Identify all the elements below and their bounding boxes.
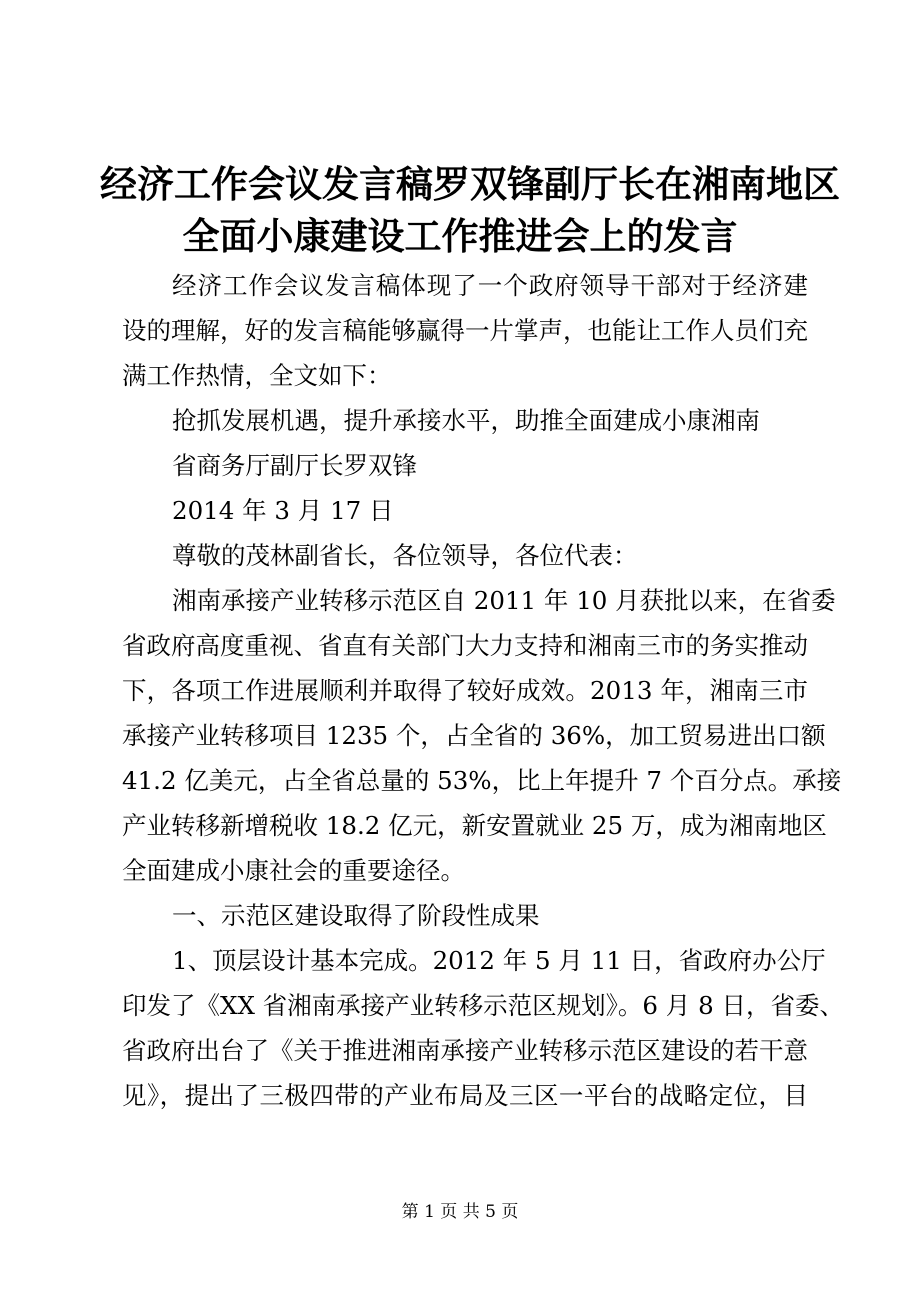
- paragraph-1-line-1: 湘南承接产业转移示范区自 2011 年 10 月获批以来，在省委: [172, 586, 836, 615]
- page-footer: 第 1 页 共 5 页: [401, 1202, 519, 1222]
- paragraph-2-line-2: 印发了《XX 省湘南承接产业转移示范区规划》。6 月 8 日，省委、: [122, 991, 844, 1020]
- paragraph-2-line-3: 省政府出台了《关于推进湘南承接产业转移示范区建设的若干意: [122, 1036, 808, 1065]
- paragraph-1-line-2: 省政府高度重视、省直有关部门大力支持和湘南三市的务实推动: [122, 631, 808, 660]
- speaker-line: 省商务厅副厅长罗双锋: [172, 451, 417, 480]
- paragraph-1-line-4: 承接产业转移项目 1235 个，占全省的 36%，加工贸易进出口额: [122, 721, 826, 750]
- speech-subtitle: 抢抓发展机遇，提升承接水平，助推全面建成小康湘南: [172, 406, 760, 435]
- paragraph-1-line-3: 下，各项工作进展顺利并取得了较好成效。2013 年，湘南三市: [122, 676, 808, 705]
- paragraph-1-line-6: 产业转移新增税收 18.2 亿元，新安置就业 25 万，成为湘南地区: [122, 811, 827, 840]
- document-body: [122, 263, 844, 1118]
- intro-line-3: 满工作热情，全文如下：: [122, 361, 392, 390]
- salutation-line: 尊敬的茂林副省长，各位领导，各位代表：: [172, 541, 638, 570]
- intro-line-1: 经济工作会议发言稿体现了一个政府领导干部对于经济建: [172, 271, 808, 300]
- paragraph-2-line-1: 1、顶层设计基本完成。2012 年 5 月 11 日，省政府办公厅: [172, 946, 826, 975]
- intro-line-2: 设的理解，好的发言稿能够赢得一片掌声，也能让工作人员们充: [122, 316, 808, 345]
- paragraph-1-line-7: 全面建成小康社会的重要途径。: [122, 856, 465, 885]
- paragraph-2-line-4: 见》，提出了三极四带的产业布局及三区一平台的战略定位，目: [122, 1081, 808, 1110]
- document-title-line-1: 经济工作会议发言稿罗双锋副厅长在湘南地区: [100, 162, 840, 206]
- document-title-line-2: 全面小康建设工作推进会上的发言: [182, 214, 738, 258]
- date-line: 2014 年 3 月 17 日: [172, 496, 394, 525]
- paragraph-1-line-5: 41.2 亿美元，占全省总量的 53%，比上年提升 7 个百分点。承接: [122, 766, 842, 795]
- section-heading-1: 一、示范区建设取得了阶段性成果: [172, 901, 540, 930]
